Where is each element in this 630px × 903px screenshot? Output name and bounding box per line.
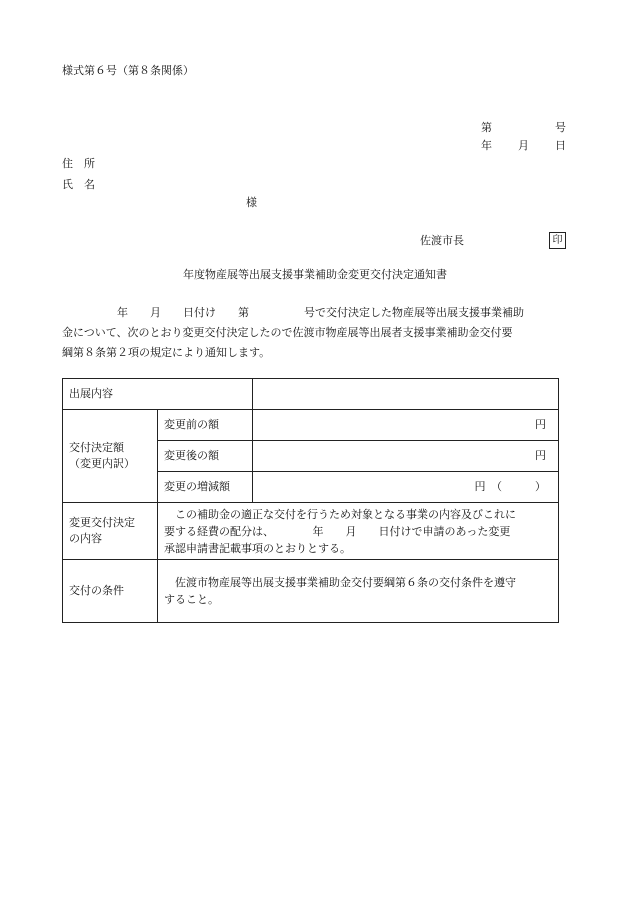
content-label-line1: 変更交付決定 bbox=[69, 516, 135, 529]
date-day-label: 日 bbox=[555, 139, 566, 152]
decision-content-text bbox=[158, 503, 559, 560]
content-line: この補助金の適正な交付を行うため対象となる事業の内容及びこれに bbox=[164, 507, 516, 521]
name-label: 氏 名 bbox=[62, 178, 95, 191]
decision-table bbox=[62, 378, 559, 623]
form-number: 様式第６号（第８条関係） bbox=[62, 64, 194, 77]
table-row bbox=[63, 379, 559, 410]
body-line: 綱第８条第２項の規定により通知します。 bbox=[62, 346, 271, 359]
date-month-label: 月 bbox=[518, 139, 529, 152]
document-number-suffix: 号 bbox=[555, 121, 566, 134]
conditions-line: すること。 bbox=[164, 593, 219, 606]
after-amount-unit: 円 bbox=[253, 441, 559, 472]
body-line: 金について、次のとおり変更交付決定したので佐渡市物産展等出展者支援事業補助金交付要 bbox=[62, 326, 513, 339]
grant-amount-label bbox=[63, 410, 158, 503]
honorific: 様 bbox=[246, 196, 257, 209]
conditions-line: 佐渡市物産展等出展支援事業補助金交付要綱第６条の交付条件を遵守 bbox=[164, 576, 516, 589]
change-amount-label: 変更の増減額 bbox=[158, 472, 253, 503]
conditions-label: 交付の条件 bbox=[63, 560, 158, 623]
issuer-title: 佐渡市長 bbox=[420, 234, 464, 247]
table-row bbox=[63, 410, 559, 441]
grant-label-line2: （変更内訳） bbox=[69, 457, 135, 470]
content-line: 承認申請書記載事項のとおりとする。 bbox=[164, 541, 351, 555]
decision-content-label bbox=[63, 503, 158, 560]
exhibition-value bbox=[253, 379, 559, 410]
conditions-text bbox=[158, 560, 559, 623]
document-number-prefix: 第 bbox=[481, 121, 492, 134]
address-label: 住 所 bbox=[62, 157, 95, 170]
table-row bbox=[63, 503, 559, 560]
date-year-label: 年 bbox=[481, 139, 492, 152]
change-amount-unit: 円 （ ） bbox=[253, 472, 559, 503]
exhibition-label: 出展内容 bbox=[63, 379, 253, 410]
document-title: 年度物産展等出展支援事業補助金変更交付決定通知書 bbox=[183, 268, 447, 281]
content-line: 要する経費の配分は、 年 月 日付けで申請のあった変更 bbox=[164, 524, 511, 538]
before-amount-unit: 円 bbox=[253, 410, 559, 441]
body-paragraph bbox=[62, 303, 562, 363]
after-amount-label: 変更後の額 bbox=[158, 441, 253, 472]
grant-label-line1: 交付決定額 bbox=[69, 441, 124, 454]
body-line: 年 月 日付け 第 号で交付決定した物産展等出展支援事業補助 bbox=[62, 306, 524, 319]
before-amount-label: 変更前の額 bbox=[158, 410, 253, 441]
table-row bbox=[63, 560, 559, 623]
content-label-line2: の内容 bbox=[69, 532, 102, 545]
seal-stamp: 印 bbox=[549, 232, 566, 249]
